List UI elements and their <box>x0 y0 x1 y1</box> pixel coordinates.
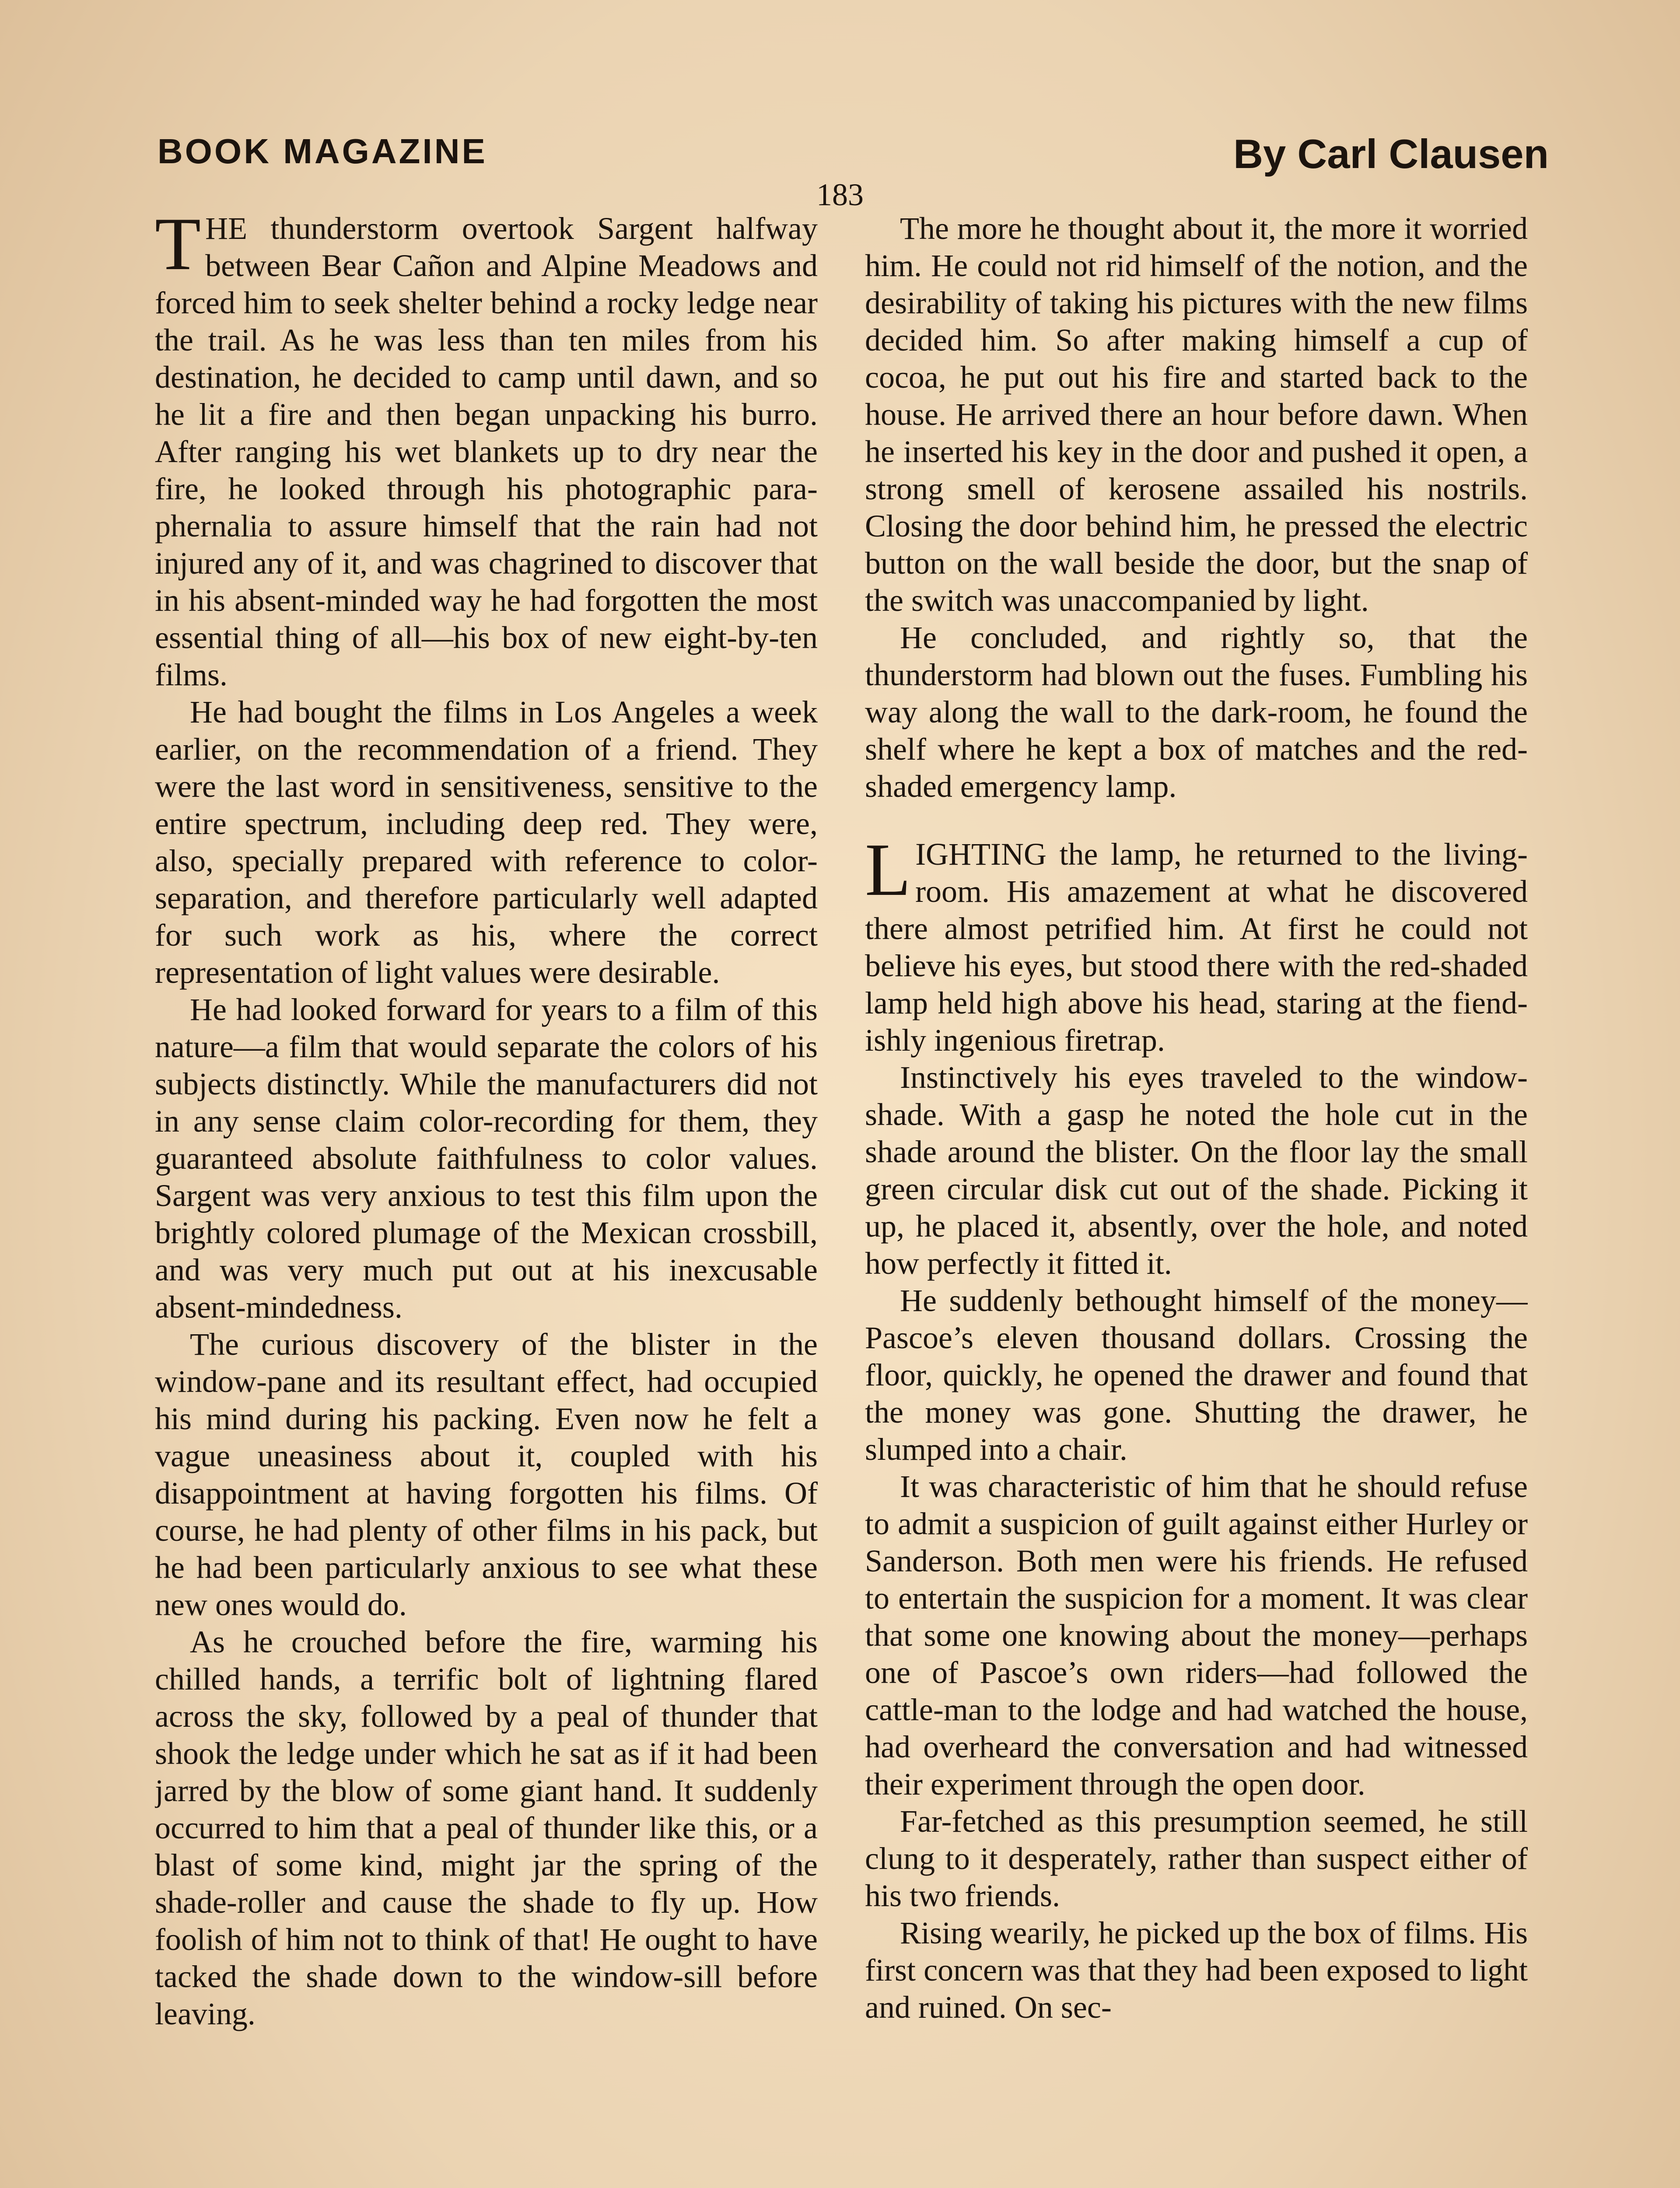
magazine-title: BOOK MAGAZINE <box>158 132 487 171</box>
paragraph: He concluded, and rightly so, that the thunderstorm had blown out the fuses. Fumbling his way along the wall to the dark-room, he found the shelf where he kept a box of matches and the red-shaded emergency lamp. <box>865 620 1528 804</box>
paragraph: He had bought the films in Los Angeles a week earlier, on the recommendation of a friend. They were the last word in sensitiveness, sensitive to the entire spectrum, including deep red. They were, also, specially prepared with reference to color-separation, and therefore particularly well adapted for such work as his, where the correct representation of light values were desirable. <box>155 694 818 990</box>
left-column <box>155 210 818 2188</box>
paragraph: The curious discovery of the blister in the window-pane and its resultant effect, had occupied his mind during his packing. Even now he felt a vague uneasiness about it, coupled with his disappointment at having forgotten his films. Of course, he had plenty of other films in his pack, but he had been particularly anxious to see what these new ones would do. <box>155 1327 818 1622</box>
paragraph: The more he thought about it, the more it worried him. He could not rid himself of the notion, and the desirability of taking his pictures with the new films decided him. So after making himself a cup of cocoa, he put out his fire and started back to the house. He arrived there an hour before dawn. When he inserted his key in the door and pushed it open, a strong smell of kerosene assailed his nostrils. Closing the door behind him, he pressed the electric button on the wall beside the door, but the snap of the switch was unaccompanied by light. <box>865 211 1528 618</box>
paragraph: It was characteristic of him that he should refuse to admit a suspicion of guilt against either Hurley or Sanderson. Both men were his friends. He refused to entertain the suspicion for a moment. It was clear that some one knowing about the money—perhaps one of Pascoe’s own riders—had followed the cattle-man to the lodge and had watched the house, had overheard the conversation and had witnessed their experiment through the open door. <box>865 1469 1528 1802</box>
drop-cap: L <box>865 828 911 912</box>
author-byline: By Carl Clausen <box>1233 131 1549 177</box>
page-number: 183 <box>816 177 864 212</box>
right-column <box>865 210 1528 2188</box>
paragraph: Instinctively his eyes traveled to the window-shade. With a gasp he noted the hole cut in the shade around the blister. On the floor lay the small green circular disk cut out of the shade. Picking it up, he placed it, absently, over the hole, and noted how perfectly it fitted it. <box>865 1060 1528 1281</box>
paragraph: He had looked forward for years to a film of this nature—a film that would separate the colors of his subjects distinctly. While the manufacturers did not in any sense claim color-recording for them, they guaranteed absolute faithfulness to color values. Sargent was very anxious to test this film upon the brightly colored plumage of the Mexican crossbill, and was very much put out at his inexcusable absent-mindedness. <box>155 992 818 1325</box>
drop-cap: T <box>155 210 201 286</box>
paragraph <box>155 210 818 694</box>
paragraph: Far-fetched as this presumption seemed, he still clung to it desperately, rather than suspect either of his two friends. <box>865 1804 1528 1913</box>
paragraph: He suddenly bethought himself of the money—Pascoe’s eleven thousand dollars. Crossing the floor, quickly, he opened the drawer and found that the money was gone. Shutting the drawer, he slumped into a chair. <box>865 1283 1528 1467</box>
paragraph-text: HE thunderstorm overtook Sargent halfway between Bear Cañon and Alpine Meadows and forced him to seek shelter behind a rocky ledge near the trail. As he was less than ten miles from his destination, he decided to camp until dawn, and so he lit a fire and then began unpacking his burro. After ranging his wet blankets up to dry near the fire, he looked through his photographic paraphernalia to assure himself that the rain had not injured any of it, and was chagrined to discover that in his absent-minded way he had forgotten the most essential thing of all—his box of new eight-by-ten films. <box>155 211 818 692</box>
paragraph: As he crouched before the fire, warming his chilled hands, a terrific bolt of lightning flared across the sky, followed by a peal of thunder that shook the ledge under which he sat as if it had been jarred by the blow of some giant hand. It suddenly occurred to him that a peal of thunder like this, or a blast of some kind, might jar the spring of the shade-roller and cause the shade to fly up. How foolish of him not to think of that! He ought to have tacked the shade down to the window-sill before leaving. <box>155 1624 818 2031</box>
paragraph: Rising wearily, he picked up the box of films. His first concern was that they had been exposed to light and ruined. On sec- <box>865 1915 1528 2025</box>
paragraph-text: IGHTING the lamp, he returned to the living-room. His amazement at what he discovered there almost petrified him. At first he could not believe his eyes, but stood there with the red-shaded lamp held high above his head, staring at the fiendishly ingenious firetrap. <box>865 837 1528 1058</box>
paragraph <box>865 828 1528 1059</box>
